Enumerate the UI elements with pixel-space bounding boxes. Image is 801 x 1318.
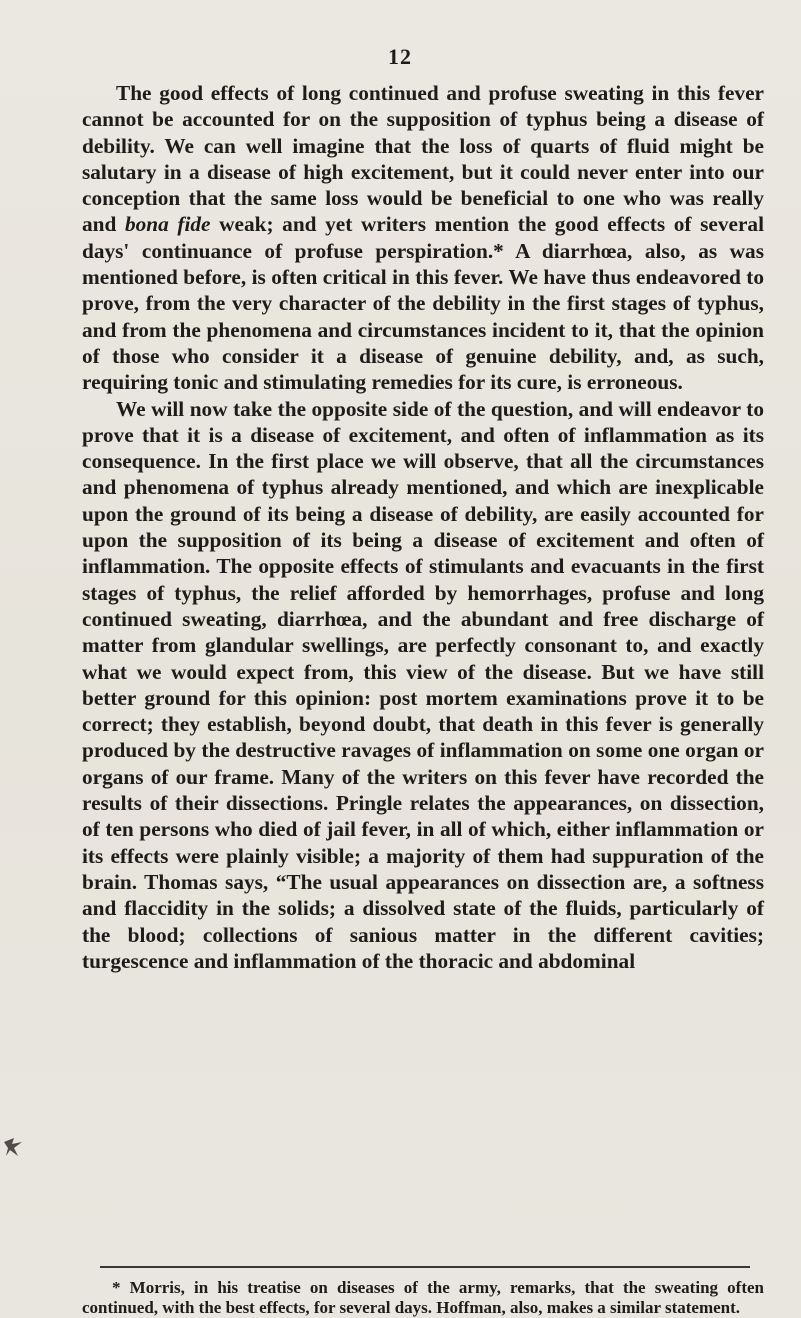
margin-ink-mark-icon bbox=[0, 1130, 34, 1164]
footnote-text: * Morris, in his treatise on diseases of the army, remarks, that the sweating often continued, with the best effects, for several days. Hoffman, also, makes a similar statement. bbox=[82, 1278, 764, 1317]
italic-phrase: bona fide bbox=[124, 212, 211, 237]
footnote bbox=[82, 1278, 764, 1318]
paragraph-1: The good effects of long continued and profuse sweating in this fever cannot be accounted for on the supposition of typhus being a disease of debility. We can well imagine that the loss of quarts of fluid might be salutary in a disease of high excitement, but it could never enter into our conception that the same loss would be beneficial to one who was really and bona fide weak; and yet writers mention the good effects of several days' continuance of profuse perspiration.* A diarrhœa, also, as was mentioned before, is often critical in this fever. We have thus endeavored to prove, from the very character of the debility in the first stages of typhus, and from the phenomena and circumstances incident to it, that the opinion of those who consider it a disease of genuine debility, and, as such, requiring tonic and stimulating remedies for its cure, is erroneous. bbox=[82, 81, 764, 395]
paragraph-2: We will now take the opposite side of the question, and will endeavor to prove that it is a disease of excitement, and often of inflammation as its consequence. In the first place we will observe, that all the circumstances and phenomena of typhus already mentioned, and which are inexplicable upon the ground of its being a disease of debility, are easily accounted for upon the supposition of its being a disease of excitement and often of inflammation. The opposite effects of stimulants and evacuants in the first stages of typhus, the relief afforded by hemorrhages, profuse and long continued sweating, diarrhœa, and the abundant and free discharge of matter from glandular swellings, are perfectly consonant to, and exactly what we would expect from, this view of the disease. But we have still better ground for this opinion: post mortem examinations prove it to be correct; they establish, beyond doubt, that death in this fever is generally produced by the destructive ravages of inflammation on some one organ or organs of our frame. Many of the writers on this fever have recorded the results of their dissections. Pringle relates the appearances, on dissection, of ten persons who died of jail fever, in all of which, either inflammation or its effects were plainly visible; a majority of them had suppuration of the brain. Thomas says, “The usual appearances on dissection are, a softness and flaccidity in the solids; a dissolved state of the fluids, particularly of the blood; collections of sanious matter in the different cavities; turgescence and inflammation of the thoracic and abdominal bbox=[82, 396, 764, 973]
page-number: 12 bbox=[388, 44, 412, 69]
body-text bbox=[82, 80, 764, 974]
footnote-divider bbox=[100, 1266, 750, 1268]
